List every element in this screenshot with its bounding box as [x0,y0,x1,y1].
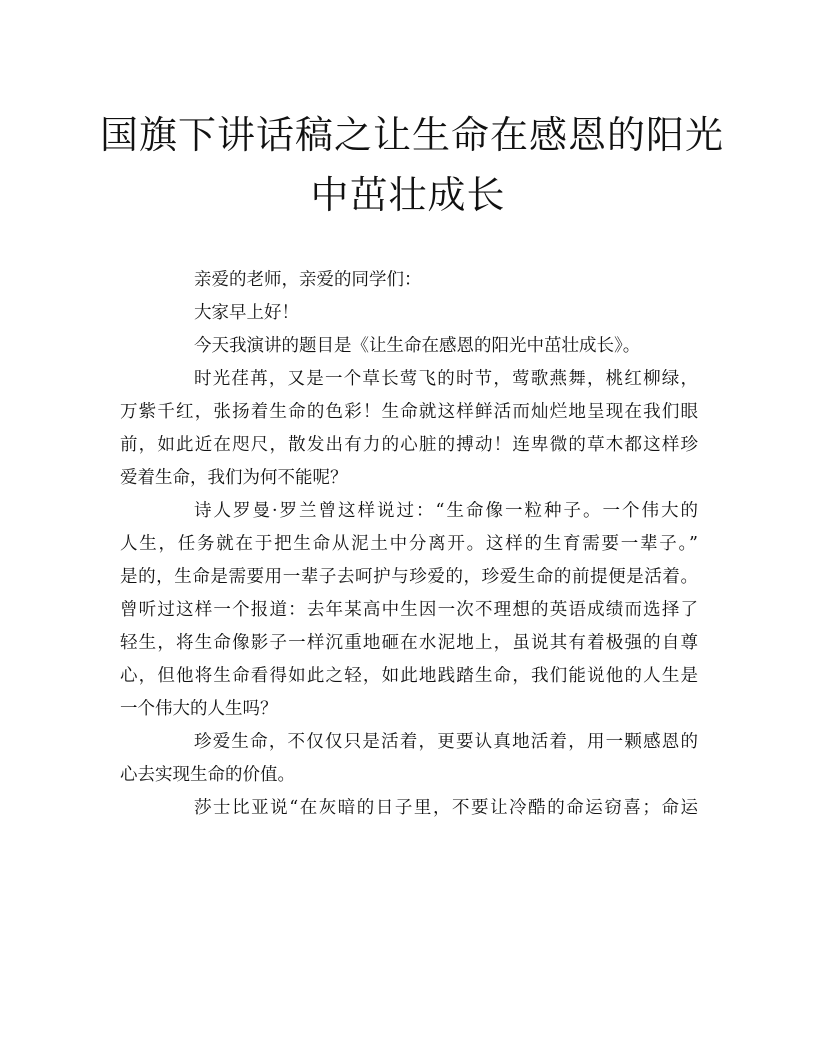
paragraph-line: 曾听过这样一个报道：去年某高中生因一次不理想的英语成绩而选择了 [120,600,698,620]
paragraph-line: 珍爱生命，不仅仅只是活着，更要认真地活着，用一颗感恩的 [194,732,698,752]
paragraph-line: 人生，任务就在于把生命从泥土中分离开。这样的生育需要一辈子。” [120,534,698,554]
paragraph-line: 心，但他将生命看得如此之轻，如此地践踏生命，我们能说他的人生是 [120,666,698,686]
paragraph-line: 爱着生命，我们为何不能呢？ [120,468,348,488]
paragraph-line: 轻生，将生命像影子一样沉重地砸在水泥地上，虽说其有着极强的自尊 [120,633,698,653]
paragraph-line: 万紫千红，张扬着生命的色彩！生命就这样鲜活而灿烂地呈现在我们眼 [120,402,698,422]
paragraph-line: 是的，生命是需要用一辈子去呵护与珍爱的，珍爱生命的前提便是活着。 [120,567,698,587]
paragraph-line: 前，如此近在咫尺，散发出有力的心脏的搏动！连卑微的草木都这样珍 [120,435,698,455]
salutation-line: 亲爱的老师，亲爱的同学们： [194,270,422,290]
topic-line: 今天我演讲的题目是《让生命在感恩的阳光中茁壮成长》。 [194,336,641,356]
document-title-line-1: 国旗下讲话稿之让生命在感恩的阳光 [100,113,725,157]
document-title-line-2: 中茁壮成长 [310,173,506,217]
paragraph-line: 时光荏苒，又是一个草长莺飞的时节，莺歌燕舞，桃红柳绿， [194,369,698,389]
document-body [120,264,698,825]
paragraph-line: 心去实现生命的价值。 [120,765,295,785]
paragraph-line: 诗人罗曼·罗兰曾这样说过：“生命像一粒种子。一个伟大的 [194,501,698,521]
paragraph-line: 一个伟大的人生吗？ [120,699,278,719]
greeting-line: 大家早上好！ [194,303,299,323]
paragraph-line: 莎士比亚说“在灰暗的日子里，不要让冷酷的命运窃喜；命运 [194,798,698,818]
